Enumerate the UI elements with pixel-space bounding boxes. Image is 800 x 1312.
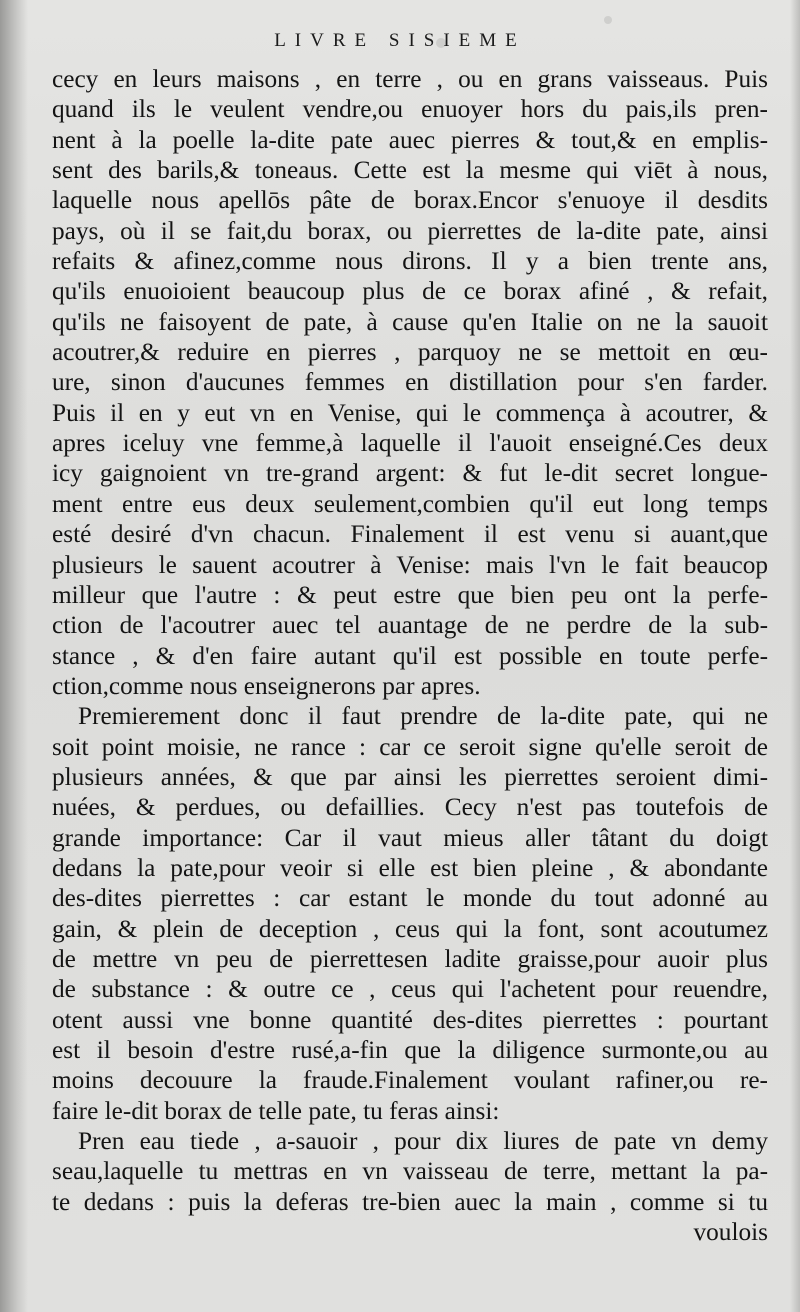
text-line: laquelle nous apellōs pâte de borax.Encor s'enuoye il desdits bbox=[52, 186, 768, 215]
text-line: ure, sinon d'aucunes femmes en distillation pour s'en farder. bbox=[52, 368, 768, 397]
text-line: Puis il en y eut vn en Venise, qui le commença à acoutrer, & bbox=[52, 398, 768, 427]
text-line: stance , & d'en faire autant qu'il est possible en toute perfe- bbox=[52, 641, 768, 670]
text-line: cecy en leurs maisons , en terre , ou en grans vaisseaus. Puis bbox=[52, 65, 768, 93]
page-gutter-shadow bbox=[0, 0, 28, 1312]
text-line: Premierement donc il faut prendre de la-dite pate, qui ne bbox=[78, 702, 768, 731]
page-body-text bbox=[52, 64, 768, 1247]
text-line: plusieurs années, & que par ainsi les pierrettes seroient dimi- bbox=[52, 762, 768, 791]
text-line: refaits & afinez,comme nous dirons. Il y a bien trente ans, bbox=[52, 247, 768, 276]
text-line: ction de l'acoutrer auec tel auantage de ne perdre de la sub- bbox=[52, 611, 768, 640]
text-line: qu'ils ne faisoyent de pate, à cause qu'en Italie on ne la sauoit bbox=[52, 307, 768, 336]
text-line: de substance : & outre ce , ceus qui l'achetent pour reuendre, bbox=[52, 975, 768, 1004]
text-line: qu'ils enuoioient beaucoup plus de ce borax afiné , & refait, bbox=[52, 277, 768, 306]
text-line: ction,comme nous enseignerons par apres. bbox=[52, 671, 481, 700]
text-line: soit point moisie, ne rance : car ce seroit signe qu'elle seroit de bbox=[52, 732, 768, 761]
text-line: otent aussi vne bonne quantité des-dites pierrettes : pourtant bbox=[52, 1005, 768, 1034]
text-line: dedans la pate,pour veoir si elle est bien pleine , & abondante bbox=[52, 853, 768, 882]
text-line: icy gaignoient vn tre-grand argent: & fut le-dit secret longue- bbox=[52, 459, 768, 488]
text-line: moins decouure la fraude.Finalement voulant rafiner,ou re- bbox=[52, 1066, 768, 1095]
text-line: gain, & plein de deception , ceus qui la font, sont acoutumez bbox=[52, 914, 768, 943]
page-edge-shadow bbox=[790, 0, 800, 1312]
text-line: esté desiré d'vn chacun. Finalement il est venu si auant,que bbox=[52, 520, 768, 549]
text-line: milleur que l'autre : & peut estre que bien peu ont la perfe- bbox=[52, 580, 768, 609]
text-line: ment entre eus deux seulement,combien qu'il eut long temps bbox=[52, 489, 768, 518]
text-line: quand ils le veulent vendre,ou enuoyer hors du pais,ils pren- bbox=[52, 95, 768, 124]
text-line: est il besoin d'estre rusé,a-fin que la diligence surmonte,ou au bbox=[52, 1036, 768, 1064]
text-line: de mettre vn peu de pierrettesen ladite graisse,pour auoir plus bbox=[52, 944, 768, 973]
text-line: seau,laquelle tu mettras en vn vaisseau de terre, mettant la pa- bbox=[52, 1157, 768, 1186]
text-line: acoutrer,& reduire en pierres , parquoy ne se mettoit en œu- bbox=[52, 338, 768, 367]
text-line: sent des barils,& toneaus. Cette est la mesme qui viēt à nous, bbox=[52, 156, 768, 185]
text-line: grande importance: Car il vaut mieus aller tâtant du doigt bbox=[52, 823, 768, 852]
text-line: pays, où il se fait,du borax, ou pierrettes de la-dite pate, ainsi bbox=[52, 216, 768, 245]
text-line: Pren eau tiede , a-sauoir , pour dix liures de pate vn demy bbox=[78, 1127, 768, 1156]
text-line: des-dites pierrettes : car estant le monde du tout adonné au bbox=[52, 884, 768, 913]
text-line: plusieurs le sauent acoutrer à Venise: mais l'vn le fait beaucop bbox=[52, 550, 768, 579]
ink-speck bbox=[604, 16, 612, 24]
text-line: te dedans : puis la deferas tre-bien auec la main , comme si tu bbox=[52, 1187, 768, 1216]
text-line: nent à la poelle la-dite pate auec pierres & tout,& en emplis- bbox=[52, 125, 768, 154]
text-line: nuées, & perdues, ou defaillies. Cecy n'est pas toutefois de bbox=[52, 793, 768, 822]
running-title: LIVRE SISIEME bbox=[274, 30, 526, 51]
text-line: faire le-dit borax de telle pate, tu feras ainsi: bbox=[52, 1096, 500, 1125]
catchword: voulois bbox=[693, 1218, 768, 1247]
text-line: apres iceluy vne femme,à laquelle il l'auoit enseigné.Ces deux bbox=[52, 429, 768, 458]
